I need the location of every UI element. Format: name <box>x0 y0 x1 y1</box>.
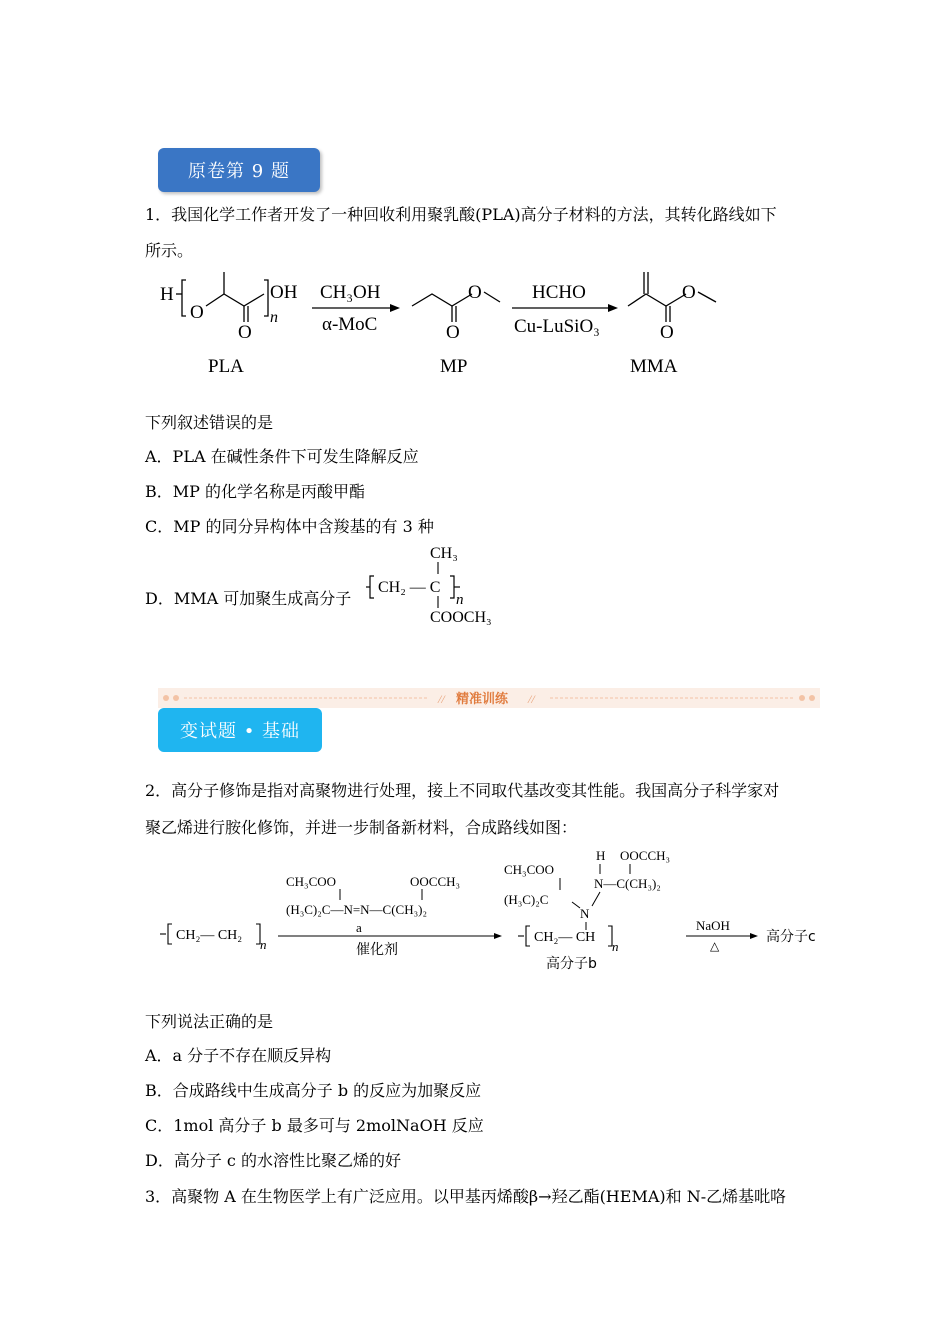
q3-line1: 3．高聚物 A 在生物医学上有广泛应用。以甲基丙烯酸β→羟乙酯(HEMA)和 N-乙烯基吡咯 <box>145 1187 787 1206</box>
q1-option-a: A．PLA 在碱性条件下可发生降解反应 <box>145 447 419 466</box>
pmma-ch3: CH₃ <box>430 545 458 562</box>
pla-o-atom: O <box>190 302 204 323</box>
pmma-cooch3: COOCH₃ <box>430 609 492 626</box>
pmma-main-chain: CH₂ — C <box>378 579 441 596</box>
b-right-ester: OOCCH₃ <box>620 848 671 863</box>
q1-option-d: D．MMA 可加聚生成高分子 <box>145 589 352 608</box>
section-divider <box>158 688 820 708</box>
naoh-reagent: NaOH <box>696 918 730 933</box>
q2-line2: 聚乙烯进行胺化修饰，并进一步制备新材料，合成路线如图： <box>145 818 578 837</box>
q1-line2: 所示。 <box>145 241 194 260</box>
catalyst-label: 催化剂 <box>356 942 398 958</box>
a-right-ester: OOCCH₃ <box>410 874 461 889</box>
reagent-moc: α-MoC <box>322 314 378 335</box>
q2-option-b: B．合成路线中生成高分子 b 的反应为加聚反应 <box>145 1081 482 1100</box>
a-left-ester: CH₃COO <box>286 874 337 889</box>
section-banner-text: 原卷第 9 题 <box>188 161 290 182</box>
heat-symbol: △ <box>710 939 720 953</box>
b-amine-group: N—C(CH₃)₂ <box>594 876 661 891</box>
a-main-formula: (H₃C)₂C—N=N—C(CH₃)₂ <box>286 902 428 917</box>
q2-stem: 下列说法正确的是 <box>145 1012 274 1031</box>
a-label: a <box>356 920 362 935</box>
mp-label: MP <box>440 356 468 377</box>
pla-oh-group: OH <box>270 282 298 303</box>
divider-label: 精准训练 <box>456 692 509 707</box>
polymer-b-label: 高分子b <box>546 956 597 972</box>
q1-line1: 1．我国化学工作者开发了一种回收利用聚乳酸(PLA)高分子材料的方法，其转化路线如下 <box>145 205 777 224</box>
svg-text://: // <box>528 692 535 706</box>
q1-option-c: C．MP 的同分异构体中含羧基的有 3 种 <box>145 517 434 536</box>
b-left-group: (H₃C)₂C <box>504 892 549 907</box>
section-banner-original <box>158 148 320 192</box>
pe-chain: CH₂— CH₂ <box>176 928 243 943</box>
b-left-ester: CH₃COO <box>504 862 555 877</box>
polymer-c-label: 高分子c <box>766 929 816 945</box>
b-n-atom: N <box>580 906 590 921</box>
q2-reaction-scheme <box>160 846 826 976</box>
mma-ester-o: O <box>682 282 696 303</box>
variant-banner-text: 变试题 • 基础 <box>179 721 301 742</box>
pmma-n: n <box>456 592 464 608</box>
q2-option-d: D．高分子 c 的水溶性比聚乙烯的好 <box>145 1151 401 1170</box>
q2-option-a: A．a 分子不存在顺反异构 <box>145 1046 332 1065</box>
b-n: n <box>612 939 619 954</box>
b-chain: CH₂— CH <box>534 930 596 945</box>
q2-line1: 2．高分子修饰是指对高聚物进行处理，接上不同取代基改变其性能。我国高分子科学家对 <box>145 781 780 800</box>
q1-option-b: B．MP 的化学名称是丙酸甲酯 <box>145 482 365 501</box>
pe-n: n <box>260 937 267 952</box>
svg-text://: // <box>438 692 445 706</box>
mp-carbonyl-o: O <box>446 322 460 343</box>
pla-carbonyl-o: O <box>238 322 252 343</box>
q1-stem: 下列叙述错误的是 <box>145 413 274 432</box>
q1-reaction-scheme <box>150 270 750 385</box>
mp-ester-o: O <box>468 282 482 303</box>
pla-label: PLA <box>208 356 244 377</box>
reagent-ch3oh: CH₃OH <box>320 282 381 303</box>
reagent-cu-lusio3: Cu-LuSiO₃ <box>514 316 600 337</box>
pla-n-subscript: n <box>270 309 278 326</box>
mma-carbonyl-o: O <box>660 322 674 343</box>
q2-option-c: C．1mol 高分子 b 最多可与 2molNaOH 反应 <box>145 1116 484 1135</box>
section-banner-variant <box>158 708 322 752</box>
mma-label: MMA <box>630 356 678 377</box>
b-nh-h: H <box>596 848 606 863</box>
reagent-hcho: HCHO <box>532 282 586 303</box>
pla-h-atom: H <box>160 284 174 305</box>
pmma-structure <box>366 542 516 628</box>
